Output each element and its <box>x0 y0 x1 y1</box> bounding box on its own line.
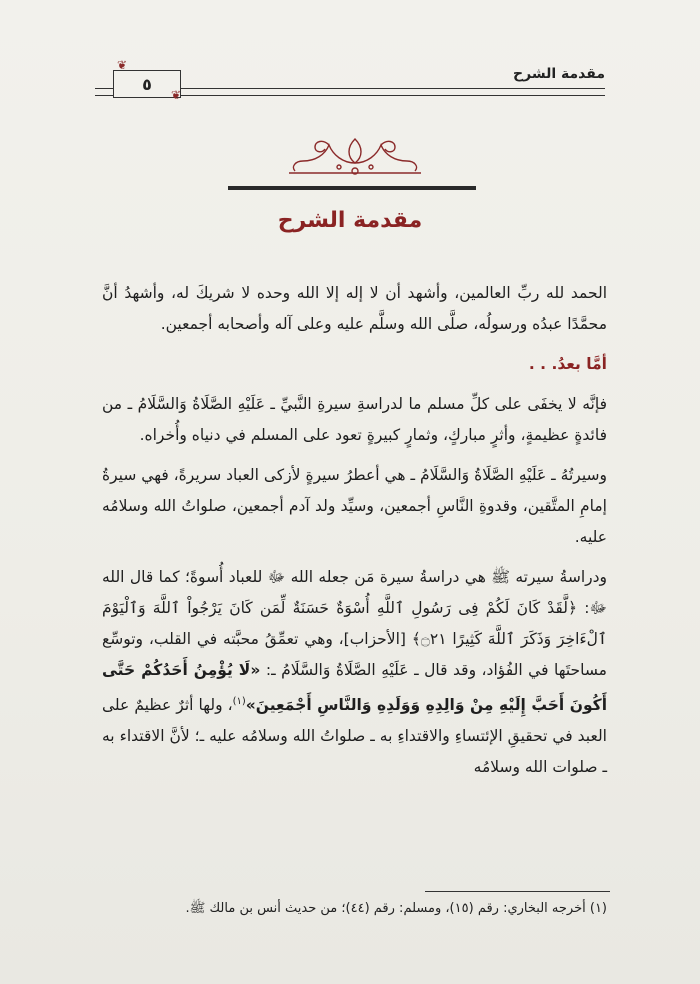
paragraph-study <box>102 562 607 783</box>
paragraph-sira: وسيرتُهُ ـ عَلَيْهِ الصَّلَاةُ وَالسَّلَامُ ـ هي أعطرُ سيرةٍ لأزكى العباد سريرةً، فهي سيرةُ إمامِ المتَّقين، وقدوةِ النَّاسِ أجمعين، وسيِّد ولد آدم أجمعين، صلواتُ الله وسلامُه عليه. <box>102 466 607 546</box>
running-title: مقدمة الشرح <box>513 66 605 82</box>
amma-bad-heading: أمَّا بعدُ. . . <box>528 355 607 373</box>
footnote-rule <box>425 891 610 892</box>
title-rule <box>228 186 476 190</box>
paragraph-study-text: ودراسةُ سيرته ﷺ هي دراسةُ سيرة مَن جعله الله ﷻ للعباد أُسوةً؛ كما قال الله ﷻ: ﴿لَّقَدْ كَانَ لَكُمْ فِى رَسُولِ ٱللَّهِ أُسْوَةٌ حَسَنَةٌ لِّمَن كَانَ يَرْجُواْ ٱللَّهَ وَٱلْيَوْمَ ٱلْءَاخِرَ وَذَكَرَ ٱللَّهَ كَثِيرًا ۝٢١﴾ [الأحزاب]، وهي تعمِّقُ محبَّته في القلب، وتوسِّع مساحتَها في الفُؤاد، وقد قال ـ عَلَيْهِ الصَّلَاةُ وَالسَّلَامُ ـ: <box>102 568 608 679</box>
paragraph-importance: فإنَّه لا يخفَى على كلِّ مسلم ما لدراسةِ سيرةِ النَّبيِّ ـ عَلَيْهِ الصَّلَاةُ وَالسَّلَامُ ـ من فائدةٍ عظيمةٍ، وأثرٍ مباركٍ، وثمارٍ كبيرةٍ تعود على المسلم في دنياه وأُخراه. <box>102 395 607 444</box>
paragraph-intro: الحمد لله ربِّ العالمين، وأشهد أن لا إله إلا الله وحده لا شريكَ له، وأشهدُ أنَّ محمَّدًا عبدُه ورسولُه، صلَّى الله وسلَّم عليه وعلى آله وأصحابه أجمعين. <box>102 284 607 333</box>
paragraph-study-continuation: ، ولها أثرٌ عظيمٌ على العبد في تحقيقِ الإئتساءِ والاقتداءِ به ـ صلواتُ الله وسلامُه عليه ـ؛ لأنَّ الاقتداء به ـ صلوات الله وسلامُه <box>102 696 607 777</box>
body-text <box>102 278 607 792</box>
flourish-right-icon: ❦ <box>171 88 182 102</box>
page-number: ٥ <box>142 74 152 94</box>
footnote: (١) أخرجه البخاري: رقم (١٥)، ومسلم: رقم (٤٤)؛ من حديث أنس بن مالك ﷺ. <box>185 901 607 916</box>
chapter-title: مقدمة الشرح <box>277 208 423 233</box>
floral-ornament-icon <box>285 133 425 179</box>
flourish-left-icon: ❦ <box>117 58 128 72</box>
running-header <box>95 58 605 102</box>
hadith-quote: «لَا يُؤْمِنُ أَحَدُكُمْ حَتَّى أَكُونَ أَحَبَّ إِلَيْهِ مِنْ وَالِدِهِ وَوَلَدِهِ وَالنَّاسِ أَجْمَعِينَ» <box>102 661 608 715</box>
footnote-marker: (١) <box>232 696 246 707</box>
